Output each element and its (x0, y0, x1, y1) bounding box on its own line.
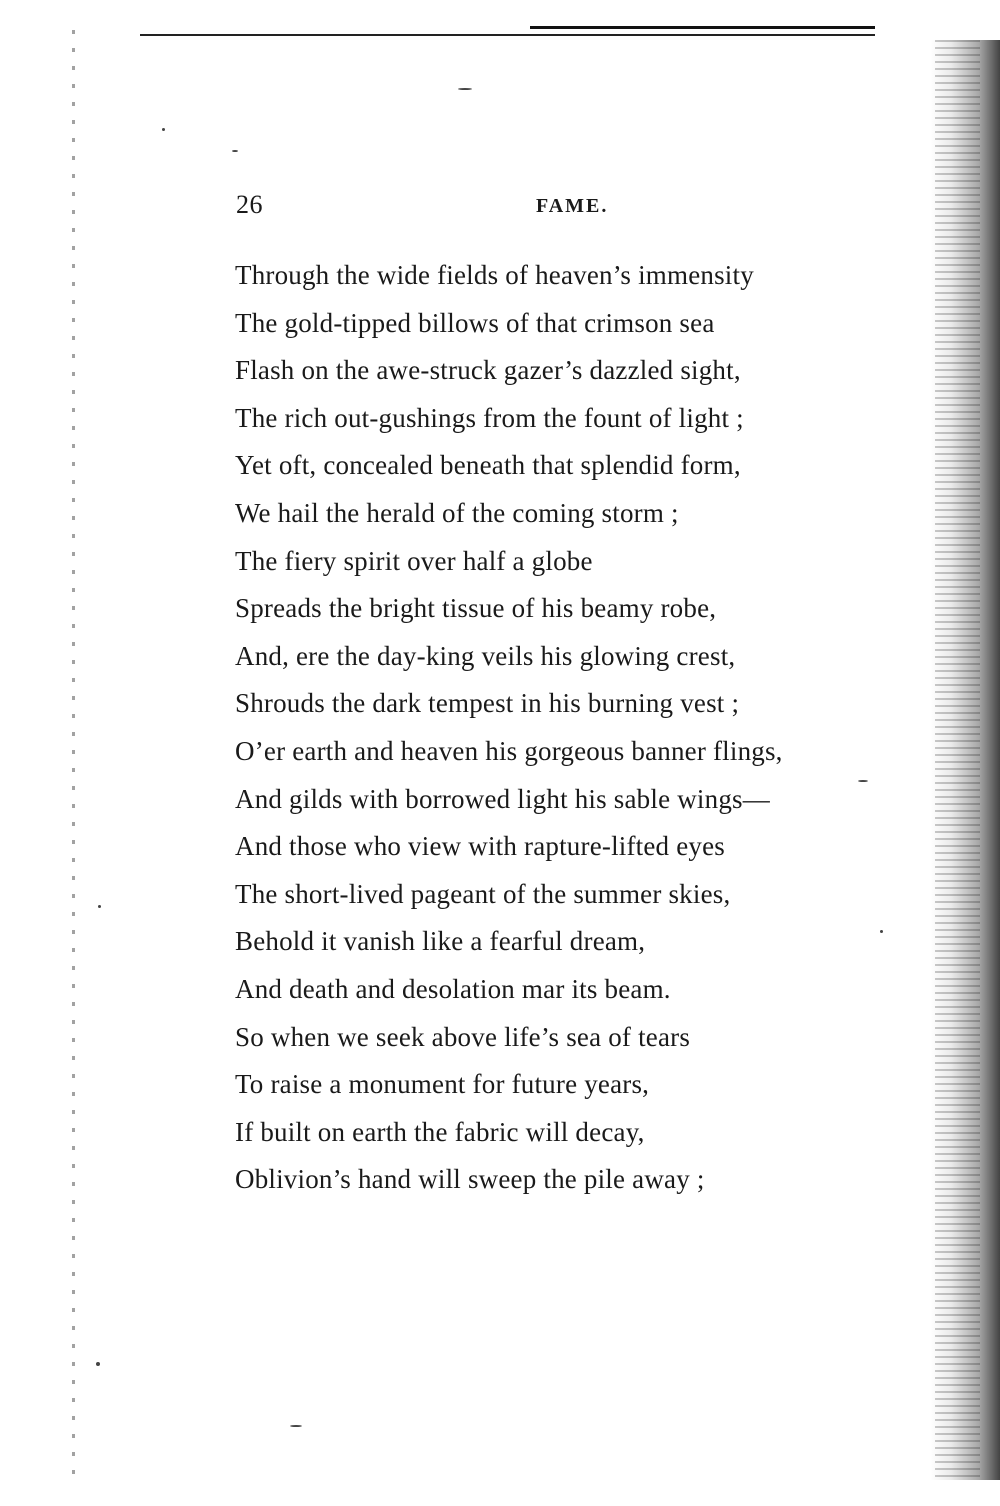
scan-speck (458, 88, 472, 90)
poem-line: And death and desolation mar its beam. (235, 973, 671, 1004)
poem-line: To raise a monument for future years, (235, 1069, 650, 1100)
poem-line: Spreads the bright tissue of his beamy robe, (235, 593, 717, 624)
poem-line: And gilds with borrowed light his sable wings— (235, 783, 770, 814)
poem-line: The gold-tipped billows of that crimson sea (235, 307, 715, 338)
poem-line: The fiery spirit over half a globe (235, 545, 593, 576)
page-number: 26 (236, 190, 263, 219)
poem-text (235, 252, 895, 1204)
scan-speck (290, 1425, 302, 1427)
poem-line: Yet oft, concealed beneath that splendid form, (235, 450, 741, 481)
poem-line: If built on earth the fabric will decay, (235, 1116, 645, 1147)
poem-line: And, ere the day-king veils his glowing crest, (235, 640, 736, 671)
poem-line: O’er earth and heaven his gorgeous banner flings, (235, 735, 783, 766)
binding-texture (935, 40, 980, 1480)
poem-line: And those who view with rapture-lifted eyes (235, 831, 725, 862)
poem-line: The short-lived pageant of the summer skies, (235, 878, 731, 909)
poem-line: The rich out-gushings from the fount of light ; (235, 402, 744, 433)
scan-speck (96, 1362, 100, 1366)
poem-line: Oblivion’s hand will sweep the pile away ; (235, 1164, 705, 1195)
poem-line: Flash on the awe-struck gazer’s dazzled sight, (235, 355, 741, 386)
page-header (236, 190, 836, 224)
poem-line: Behold it vanish like a fearful dream, (235, 926, 646, 957)
poem-line: We hail the herald of the coming storm ; (235, 497, 679, 528)
top-rule (140, 34, 875, 36)
poem-line: Shrouds the dark tempest in his burning vest ; (235, 688, 740, 719)
scan-speck (162, 128, 165, 131)
top-rule-thick (530, 26, 875, 29)
poem-line: Through the wide fields of heaven’s immensity (235, 260, 754, 290)
poem-line: So when we seek above life’s sea of tears (235, 1021, 691, 1052)
left-gutter-marks (72, 30, 75, 1480)
running-title: FAME. (536, 195, 609, 217)
scan-speck (98, 905, 101, 908)
scan-speck (232, 150, 238, 152)
